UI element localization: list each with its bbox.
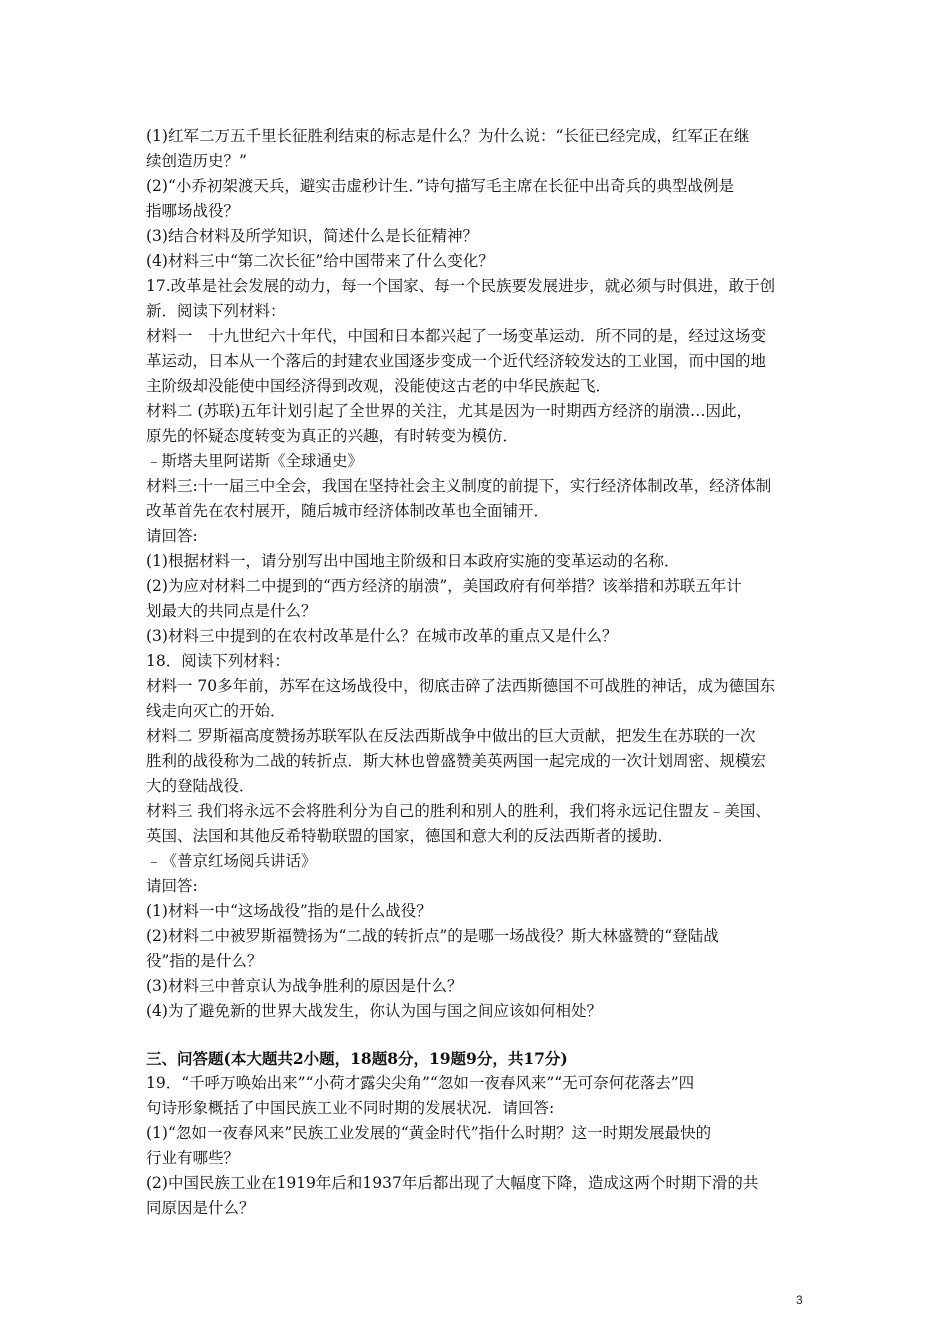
text-line: 役”指的是什么？ <box>146 952 263 970</box>
text-line: 划最大的共同点是什么？ <box>146 602 317 620</box>
text-line: 革运动，日本从一个落后的封建农业国逐步变成一个近代经济较发达的工业国，而中国的地 <box>146 352 767 370</box>
text-line: 改革首先在农村展开，随后城市经济体制改革也全面铺开． <box>146 502 550 520</box>
text-line: 新．阅读下列材料： <box>146 302 286 320</box>
text-line: 原先的怀疑态度转变为真正的兴趣，有时转变为模仿． <box>146 427 519 445</box>
question-19-lines <box>146 1071 816 1221</box>
text-line: (2)中国民族工业在1919年后和1937年后都出现了大幅度下降，造成这两个时期下滑的共 <box>146 1174 759 1192</box>
text-line: 请回答: <box>146 877 198 895</box>
text-line: (3)材料三中提到的在农村改革是什么？在城市改革的重点又是什么？ <box>146 627 618 645</box>
text-line: 线走向灭亡的开始． <box>146 702 286 720</box>
text-line: (1)根据材料一，请分别写出中国地主阶级和日本政府实施的变革运动的名称． <box>146 552 680 570</box>
text-line: 行业有哪些？ <box>146 1149 240 1167</box>
text-line: 指哪场战役？ <box>146 202 240 220</box>
text-line: 主阶级却没能使中国经济得到改观，没能使这古老的中华民族起飞． <box>146 377 612 395</box>
text-line: 材料三 我们将永远不会将胜利分为自己的胜利和别人的胜利，我们将永远记住盟友﹣美国、 <box>146 802 771 820</box>
text-line: 18．阅读下列材料： <box>146 652 290 670</box>
text-line: 材料一 十九世纪六十年代，中国和日本都兴起了一场变革运动．所不同的是，经过这场变 <box>146 327 767 345</box>
text-line: 材料二 罗斯福高度赞扬苏联军队在反法西斯战争中做出的巨大贡献，把发生在苏联的一次 <box>146 727 756 745</box>
text-line: 英国、法国和其他反希特勒联盟的国家，德国和意大利的反法西斯者的援助． <box>146 827 674 845</box>
page-number: 3 <box>796 1293 803 1307</box>
text-line: (2)为应对材料二中提到的“西方经济的崩溃”，美国政府有何举措？该举措和苏联五年计 <box>146 577 742 595</box>
text-line: 材料三:十一届三中全会，我国在坚持社会主义制度的前提下，实行经济体制改革，经济体制 <box>146 477 772 495</box>
text-line: 续创造历史？” <box>146 152 247 170</box>
text-line: (2)材料二中被罗斯福赞扬为“二战的转折点”的是哪一场战役？斯大林盛赞的“登陆战 <box>146 927 719 945</box>
text-line: 17.改革是社会发展的动力，每一个国家、每一个民族要发展进步，就必须与时俱进，敢于创 <box>146 277 776 295</box>
text-line: (1)材料一中“这场战役”指的是什么战役？ <box>146 902 432 920</box>
text-line: 请回答: <box>146 527 198 545</box>
text-line: 材料一 70多年前，苏军在这场战役中，彻底击碎了法西斯德国不可战胜的神话，成为德国东 <box>146 677 776 695</box>
document-body <box>146 124 816 1221</box>
section-heading: 三、问答题(本大题共2小题，18题8分，19题9分，共17分) <box>146 1049 568 1068</box>
text-line: (3)结合材料及所学知识，简述什么是长征精神？ <box>146 227 478 245</box>
text-line: (4)为了避免新的世界大战发生，你认为国与国之间应该如何相处？ <box>146 1002 602 1020</box>
text-line: 胜利的战役称为二战的转折点．斯大林也曾盛赞美英两国一起完成的一次计划周密、规模宏 <box>146 752 767 770</box>
text-line: 同原因是什么？ <box>146 1199 255 1217</box>
text-line: (1)红军二万五千里长征胜利结束的标志是什么？为什么说：“长征已经完成，红军正在继 <box>146 127 750 145</box>
question-lines <box>146 124 816 1024</box>
section-gap <box>146 1024 816 1046</box>
text-line: ﹣《普京红场阅兵讲话》 <box>146 852 317 870</box>
text-line: 句诗形象概括了中国民族工业不同时期的发展状况．请回答: <box>146 1099 555 1117</box>
text-line: (4)材料三中“第二次长征”给中国带来了什么变化？ <box>146 252 494 270</box>
text-line: (2)“小乔初架渡天兵，避实击虚秒计生．”诗句描写毛主席在长征中出奇兵的典型战例是 <box>146 177 735 195</box>
text-line: 材料二 (苏联)五年计划引起了全世界的关注，尤其是因为一时期西方经济的崩溃…因此， <box>146 402 753 420</box>
text-line: ﹣斯塔夫里阿诺斯《全球通史》 <box>146 452 364 470</box>
text-line: 大的登陆战役． <box>146 777 255 795</box>
text-line: 19．“千呼万唤始出来”“小荷才露尖尖角”“忽如一夜春风来”“无可奈何花落去”四 <box>146 1074 695 1092</box>
text-line: (3)材料三中普京认为战争胜利的原因是什么？ <box>146 977 463 995</box>
text-line: (1)“忽如一夜春风来”民族工业发展的“黄金时代”指什么时期？这一时期发展最快的 <box>146 1124 712 1142</box>
